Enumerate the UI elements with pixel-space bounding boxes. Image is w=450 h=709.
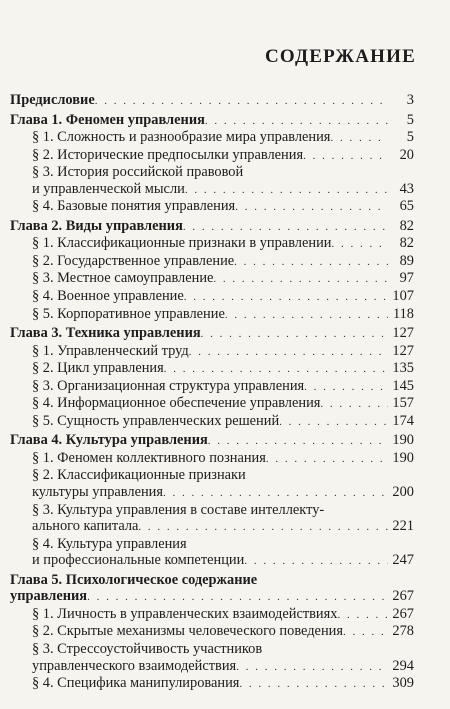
toc-section-row (10, 395, 414, 413)
dot-leader (331, 236, 388, 253)
dot-leader (343, 624, 388, 641)
section-title: § 1. Феномен коллективного познания (32, 449, 266, 466)
dot-leader (138, 519, 388, 536)
toc-section-row (10, 623, 414, 641)
section-title: § 2. Исторические предпосылки управления (32, 146, 304, 163)
page-number: 309 (392, 675, 414, 692)
dot-leader (185, 182, 388, 199)
section-title-line: § 2. Классификационные признаки (32, 467, 246, 484)
page-number: 174 (392, 412, 414, 429)
chapter-title: Глава 1. Феномен управления (10, 111, 205, 128)
page-number: 65 (399, 198, 414, 215)
dot-leader (164, 361, 388, 378)
dot-leader (95, 93, 388, 110)
section-title: § 4. Специфика манипулирования (32, 675, 240, 692)
section-title: § 5. Сущность управленческих решений (32, 412, 280, 429)
toc-section-row (10, 606, 414, 624)
dot-leader (244, 553, 388, 570)
page-number: 3 (406, 92, 414, 108)
section-title: § 1. Управленческий труд (32, 342, 189, 359)
section-title: § 1. Классификационные признаки в управлении (32, 235, 332, 252)
section-title: § 4. Информационное обеспечение управления (32, 395, 321, 412)
page-number: 200 (392, 484, 414, 501)
page-number: 43 (399, 180, 414, 197)
page-number: 157 (392, 395, 414, 412)
page-number: 135 (392, 360, 414, 377)
dot-leader (239, 676, 388, 693)
chapter-title: Глава 3. Техника управления (10, 325, 201, 342)
page-number: 278 (392, 623, 414, 640)
page-number: 190 (392, 449, 414, 466)
page-number: 89 (399, 252, 414, 269)
toc-section-row (10, 129, 414, 147)
section-title: § 2. Скрытые механизмы человеческого поведения (32, 623, 343, 640)
page-number: 82 (399, 217, 414, 234)
dot-leader (184, 289, 388, 306)
page-number: 127 (392, 342, 414, 359)
page-number: 82 (399, 235, 414, 252)
dot-leader (234, 254, 388, 271)
toc-section-row (10, 378, 414, 396)
section-title: § 4. Военное управление (32, 288, 184, 305)
dot-leader (236, 659, 388, 676)
toc-section-row (10, 484, 414, 502)
dot-leader (303, 148, 388, 165)
page-title: СОДЕРЖАНИЕ (265, 46, 416, 67)
section-title: § 1. Сложность и разнообразие мира управления (32, 129, 331, 146)
toc-section-row (10, 658, 414, 676)
page-number: 127 (392, 325, 414, 342)
page-number: 190 (392, 432, 414, 449)
section-title-line: § 3. Стрессоустойчивость участников (32, 640, 263, 657)
dot-leader (320, 396, 388, 413)
chapter-title-line: Глава 5. Психологическое содержание (10, 571, 258, 588)
toc-section-row (10, 198, 414, 216)
chapter-title: Глава 4. Культура управления (10, 432, 208, 449)
page-number: 294 (392, 657, 414, 674)
table-of-contents (10, 92, 414, 693)
chapter-title: управления (10, 588, 88, 605)
section-title: § 5. Корпоративное управление (32, 305, 225, 322)
toc-section-row (10, 343, 414, 361)
dot-leader (201, 326, 388, 343)
dot-leader (87, 589, 388, 606)
section-title-line: § 4. Культура управления (32, 535, 187, 552)
toc-chapter-row (10, 432, 414, 450)
dot-leader (189, 344, 388, 361)
toc-chapter-row (10, 325, 414, 343)
section-title-line: § 3. История российской правовой (32, 164, 244, 181)
dot-leader (205, 113, 388, 130)
toc-section-row (10, 270, 414, 288)
dot-leader (330, 130, 388, 147)
section-title: § 1. Личность в управленческих взаимодействиях (32, 605, 338, 622)
section-title: § 2. Государственное управление (32, 252, 235, 269)
section-title: § 4. Базовые понятия управления (32, 198, 236, 215)
toc-section-row (10, 518, 414, 536)
dot-leader (266, 451, 388, 468)
section-title: § 2. Цикл управления (32, 360, 164, 377)
page-number: 20 (399, 146, 414, 163)
page-number: 5 (406, 111, 414, 128)
toc-chapter-row (10, 92, 414, 110)
section-title: § 3. Организационная структура управления (32, 377, 305, 394)
toc-section-row (10, 147, 414, 165)
page-number: 267 (392, 588, 414, 605)
dot-leader (235, 199, 388, 216)
dot-leader (304, 379, 388, 396)
toc-chapter-row (10, 218, 414, 236)
toc-section-row (10, 306, 414, 324)
toc-section-row (10, 413, 414, 431)
toc-chapter-row (10, 112, 414, 130)
page-number: 267 (392, 605, 414, 622)
section-title: и управленческой мысли (32, 180, 185, 197)
dot-leader (163, 485, 388, 502)
page-number: 107 (392, 288, 414, 305)
page-number: 221 (392, 518, 414, 535)
page-number: 97 (399, 270, 414, 287)
dot-leader (213, 271, 388, 288)
toc-section-row (10, 253, 414, 271)
toc-section-row (10, 450, 414, 468)
page-number: 118 (392, 305, 414, 322)
section-title: ального капитала (32, 518, 139, 535)
toc-section-row (10, 360, 414, 378)
toc-chapter-row (10, 588, 414, 606)
dot-leader (337, 607, 388, 624)
toc-section-row (10, 181, 414, 199)
toc-section-row (10, 235, 414, 253)
section-title: и профессиональные компетенции (32, 552, 245, 569)
toc-section-row (10, 675, 414, 693)
section-title: управленческого взаимодействия (32, 657, 237, 674)
page-number: 145 (392, 377, 414, 394)
dot-leader (208, 433, 388, 450)
toc-section-row (10, 288, 414, 306)
dot-leader (279, 414, 388, 431)
dot-leader (225, 307, 388, 324)
chapter-title: Предисловие (10, 92, 95, 108)
toc-section-row (10, 552, 414, 570)
section-title: § 3. Местное самоуправление (32, 270, 214, 287)
chapter-title: Глава 2. Виды управления (10, 217, 183, 234)
page-number: 247 (392, 552, 414, 569)
section-title-line: § 3. Культура управления в составе интеллекту- (32, 501, 325, 518)
section-title: культуры управления (32, 484, 163, 501)
page-number: 5 (406, 129, 414, 146)
dot-leader (183, 219, 388, 236)
